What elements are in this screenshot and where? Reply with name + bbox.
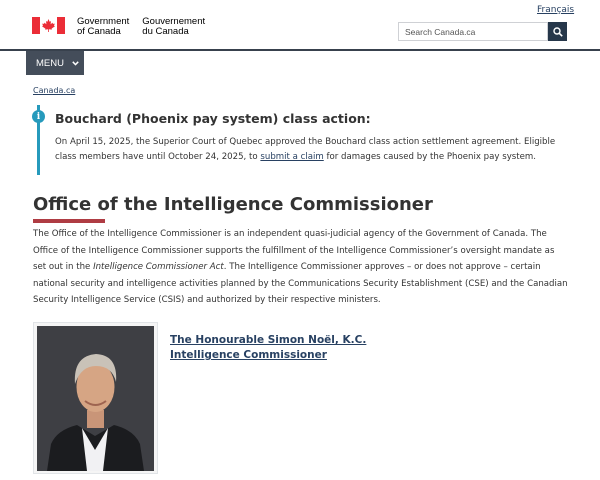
page-title: Office of the Intelligence Commissioner	[33, 194, 433, 215]
commissioner-role-link[interactable]: Intelligence Commissioner	[170, 349, 327, 361]
search-button[interactable]	[548, 22, 567, 41]
menu-button[interactable]	[26, 51, 84, 75]
intro-paragraph: The Office of the Intelligence Commissioner is an independent quasi-judicial agency of the Government of Canada. The Office of the Intelligence Commissioner supports the fulfillment of the Intelligence Commissioner’s oversight mandate as set out in the Intelligence Commissioner Act. The Intelligence Commissioner approves – or does not approve – certain national security and intelligence activities planned by the Communications Security Establishment (CSE) and the Canadian Security Intelligence Service (CSIS) and authorized by their respective ministers.	[33, 229, 568, 306]
signature-english: Government of Canada	[77, 16, 130, 37]
search-icon	[553, 27, 563, 37]
commissioner-name-link[interactable]: The Honourable Simon Noël, K.C.	[170, 334, 367, 346]
chevron-down-icon	[72, 61, 79, 66]
alert-body: On April 15, 2025, the Superior Court of Quebec approved the Bouchard class action settlement agreement. Eligible class members have until October 24, 2025, to submit a claim for damages caused by the Phoenix pay system.	[55, 137, 556, 162]
commissioner-photo	[37, 326, 154, 471]
alert-title: Bouchard (Phoenix pay system) class action:	[55, 111, 371, 126]
info-icon: i	[32, 110, 45, 123]
language-toggle-link[interactable]: Français	[537, 5, 575, 15]
canada-flag-icon	[32, 17, 65, 34]
menu-label: MENU	[36, 57, 64, 69]
alert-notice	[37, 105, 577, 175]
commissioner-photo-card	[33, 322, 158, 474]
signature-french: Gouvernement du Canada	[142, 16, 206, 37]
title-underline	[33, 219, 105, 223]
submit-claim-link[interactable]: submit a claim	[260, 152, 324, 162]
breadcrumb-canada-ca[interactable]: Canada.ca	[33, 86, 76, 95]
search-input[interactable]	[398, 22, 548, 41]
site-search	[398, 22, 567, 41]
header-divider	[0, 49, 600, 51]
government-signature[interactable]	[32, 17, 205, 37]
